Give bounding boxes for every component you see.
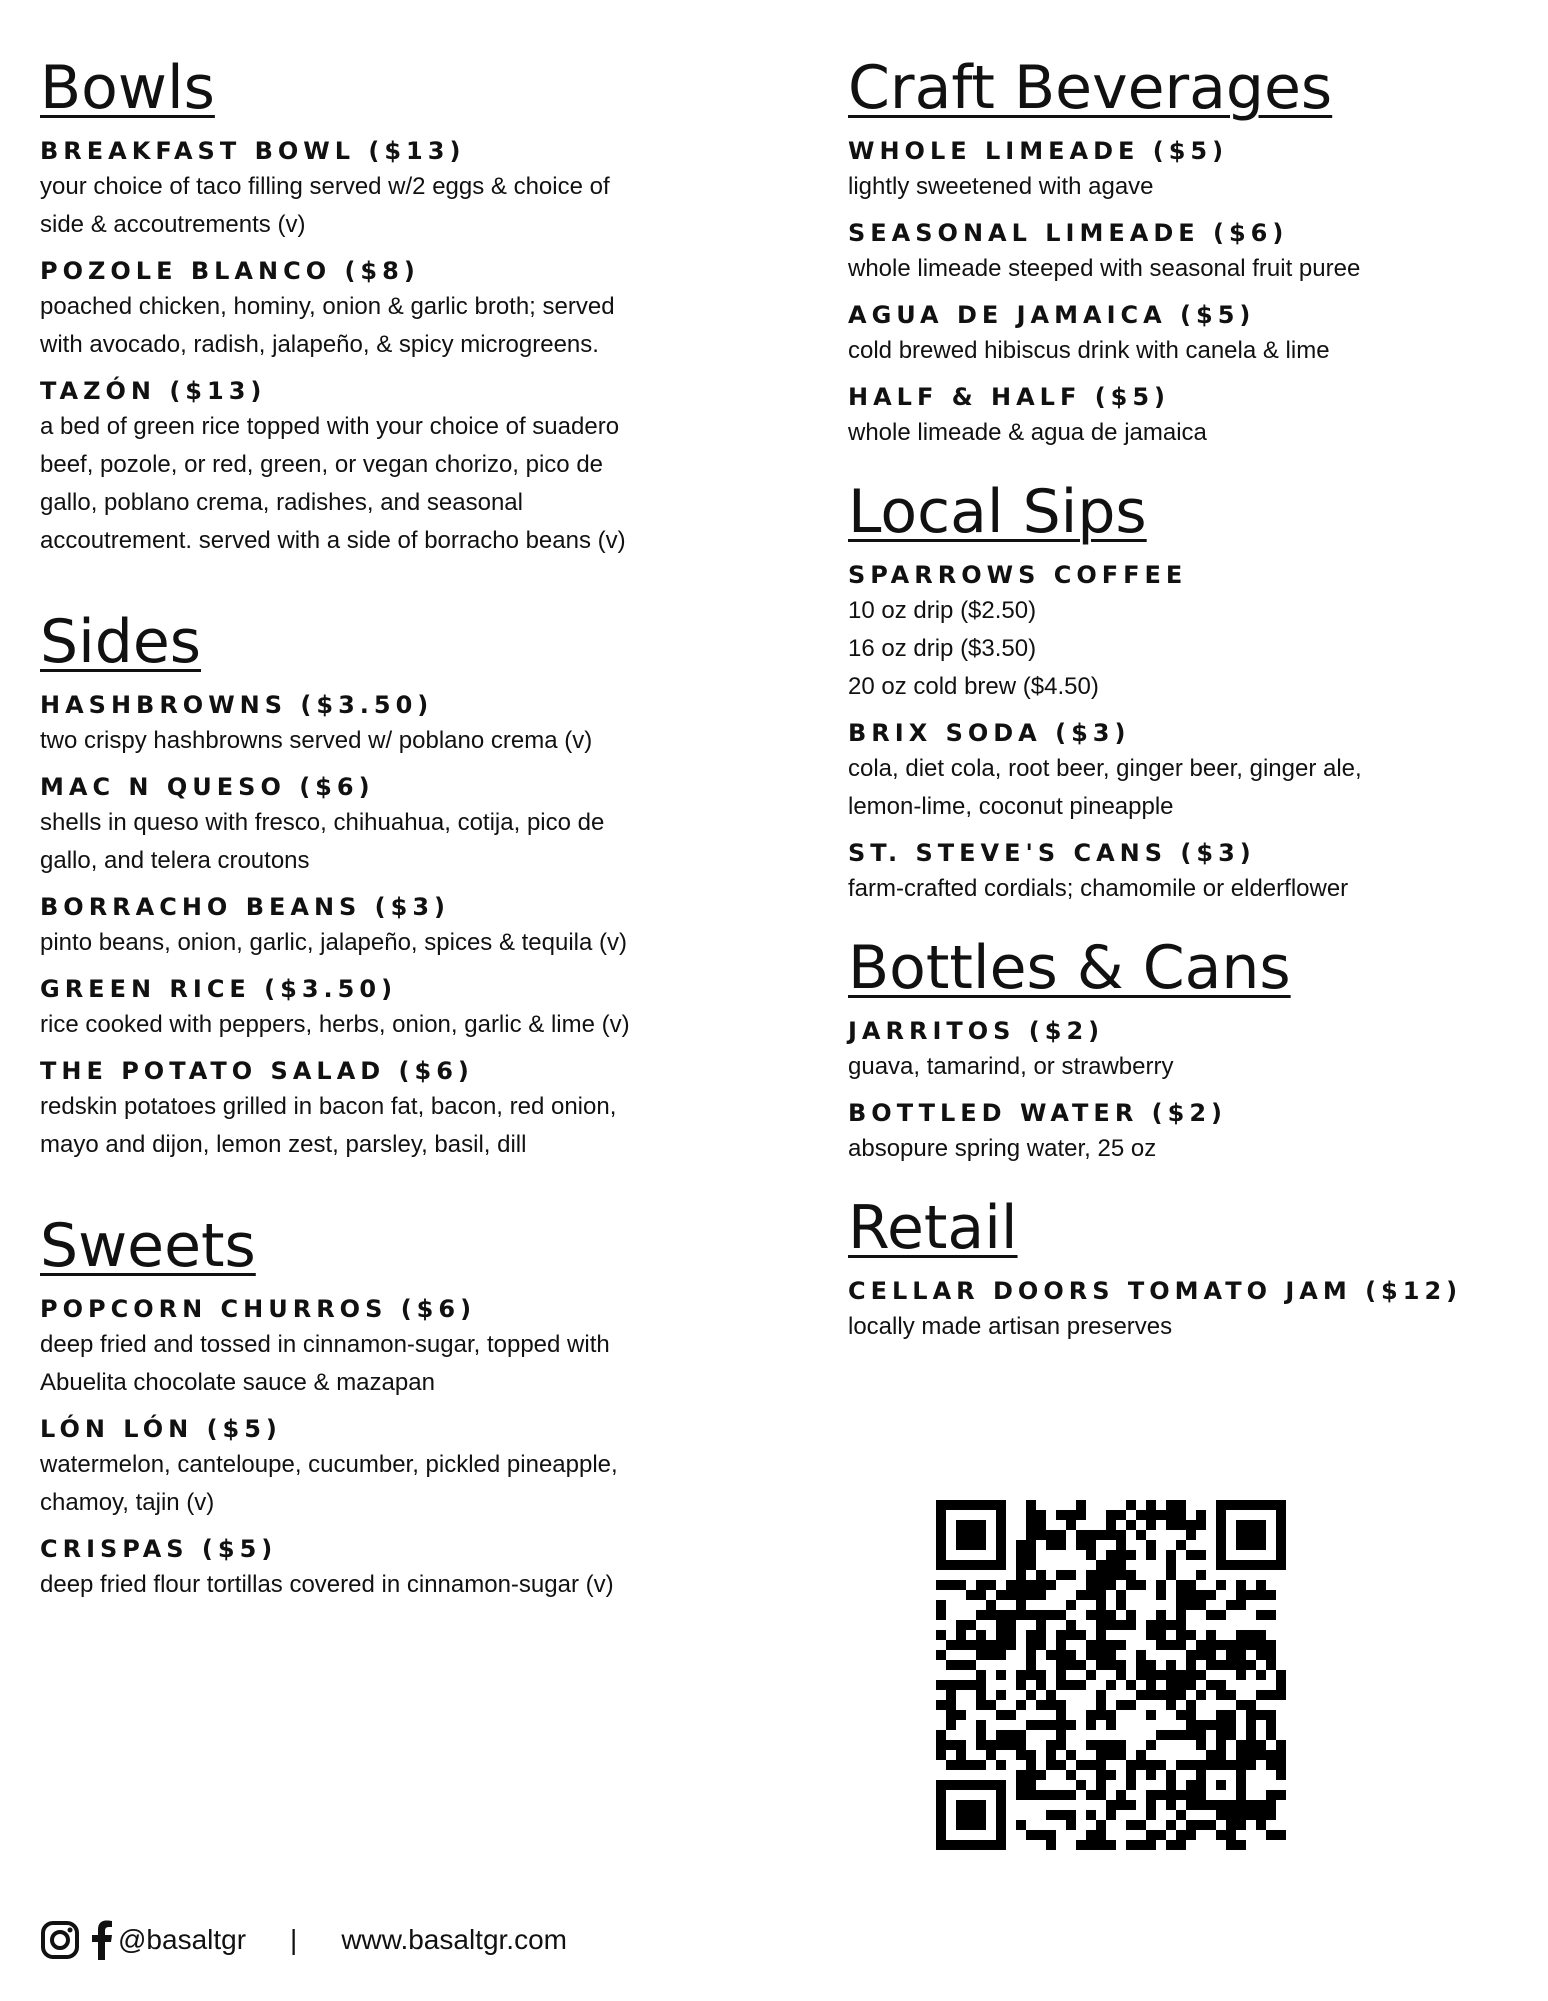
menu-section <box>40 604 730 1164</box>
item-name: BOTTLED WATER ($2) <box>848 1099 1227 1127</box>
item-description: your choice of taco filling served w/2 eggs & choice of <box>40 173 610 200</box>
item-description: cold brewed hibiscus drink with canela & lime <box>848 337 1330 364</box>
menu-item <box>848 1274 1508 1346</box>
item-name: THE POTATO SALAD ($6) <box>40 1057 474 1085</box>
item-description: absopure spring water, 25 oz <box>848 1135 1157 1162</box>
social-handle[interactable]: @basaltgr <box>118 1924 247 1955</box>
item-description: pinto beans, onion, garlic, jalapeño, spices & tequila (v) <box>40 929 628 956</box>
item-name: BRIX SODA ($3) <box>848 719 1131 747</box>
item-name: WHOLE LIMEADE ($5) <box>848 137 1229 165</box>
section-title: Craft Beverages <box>848 53 1333 123</box>
menu-section <box>848 1190 1508 1346</box>
item-name: AGUA DE JAMAICA ($5) <box>848 301 1256 329</box>
item-description: Abuelita chocolate sauce & mazapan <box>40 1369 435 1396</box>
item-description: locally made artisan preserves <box>848 1313 1173 1340</box>
menu-item <box>40 770 730 880</box>
item-name: GREEN RICE ($3.50) <box>40 975 398 1003</box>
item-name: BREAKFAST BOWL ($13) <box>40 137 466 165</box>
item-name: ST. STEVE'S CANS ($3) <box>848 839 1256 867</box>
website-link[interactable]: www.basaltgr.com <box>341 1924 567 1955</box>
item-description: deep fried and tossed in cinnamon-sugar, topped with <box>40 1331 610 1358</box>
item-description: cola, diet cola, root beer, ginger beer, ginger ale, <box>848 755 1362 782</box>
item-description: mayo and dijon, lemon zest, parsley, basil, dill <box>40 1131 527 1158</box>
item-description: rice cooked with peppers, herbs, onion, garlic & lime (v) <box>40 1011 630 1038</box>
item-name: LÓN LÓN ($5) <box>40 1415 282 1443</box>
item-name: TAZÓN ($13) <box>40 377 267 405</box>
item-description: accoutrement. served with a side of borracho beans (v) <box>40 527 626 554</box>
menu-item <box>848 836 1508 908</box>
item-name: POPCORN CHURROS ($6) <box>40 1295 477 1323</box>
menu-section <box>848 930 1508 1168</box>
item-description: gallo, and telera croutons <box>40 847 310 874</box>
item-description: lightly sweetened with agave <box>848 173 1154 200</box>
item-description: deep fried flour tortillas covered in cinnamon-sugar (v) <box>40 1571 614 1598</box>
item-name: HASHBROWNS ($3.50) <box>40 691 434 719</box>
item-name: SPARROWS COFFEE <box>848 561 1188 589</box>
menu-item <box>40 134 730 244</box>
menu-item <box>848 298 1508 370</box>
section-title: Local Sips <box>848 477 1147 547</box>
menu-item <box>848 1096 1508 1168</box>
menu-item <box>848 134 1508 206</box>
item-description: 10 oz drip ($2.50) <box>848 597 1037 624</box>
item-name: CRISPAS ($5) <box>40 1535 278 1563</box>
section-title: Retail <box>848 1193 1018 1263</box>
menu-item <box>40 1292 730 1402</box>
item-name: POZOLE BLANCO ($8) <box>40 257 420 285</box>
footer <box>40 1918 567 1962</box>
menu-section <box>848 474 1508 908</box>
menu-item <box>848 380 1508 452</box>
section-title: Bowls <box>40 53 215 123</box>
menu-item <box>848 216 1508 288</box>
menu-item <box>40 688 730 760</box>
menu-section <box>40 1208 730 1604</box>
item-name: SEASONAL LIMEADE ($6) <box>848 219 1289 247</box>
item-name: MAC N QUESO ($6) <box>40 773 375 801</box>
item-description: beef, pozole, or red, green, or vegan chorizo, pico de <box>40 451 604 478</box>
item-name: JARRITOS ($2) <box>848 1017 1105 1045</box>
menu-item <box>40 1412 730 1522</box>
qr-code <box>936 1500 1286 1850</box>
item-description: whole limeade & agua de jamaica <box>848 419 1207 446</box>
menu-item <box>40 972 730 1044</box>
item-description: 16 oz drip ($3.50) <box>848 635 1037 662</box>
section-title: Sweets <box>40 1211 256 1281</box>
right-column <box>848 50 1508 1368</box>
item-description: redskin potatoes grilled in bacon fat, bacon, red onion, <box>40 1093 617 1120</box>
instagram-icon[interactable] <box>40 1920 80 1960</box>
menu-section <box>40 50 730 560</box>
item-description: watermelon, canteloupe, cucumber, pickled pineapple, <box>40 1451 618 1478</box>
footer-separator: | <box>290 1924 298 1955</box>
menu-item <box>40 254 730 364</box>
item-description: gallo, poblano crema, radishes, and seasonal <box>40 489 523 516</box>
item-name: CELLAR DOORS TOMATO JAM ($12) <box>848 1277 1463 1305</box>
menu-item <box>848 1014 1508 1086</box>
item-description: shells in queso with fresco, chihuahua, cotija, pico de <box>40 809 605 836</box>
menu-item <box>848 558 1508 706</box>
item-description: farm-crafted cordials; chamomile or elderflower <box>848 875 1349 902</box>
menu-item <box>40 1054 730 1164</box>
item-description: a bed of green rice topped with your choice of suadero <box>40 413 620 440</box>
section-title: Bottles & Cans <box>848 933 1291 1003</box>
item-description: poached chicken, hominy, onion & garlic broth; served <box>40 293 615 320</box>
item-description: guava, tamarind, or strawberry <box>848 1053 1174 1080</box>
item-name: HALF & HALF ($5) <box>848 383 1171 411</box>
menu-item <box>848 716 1508 826</box>
menu-item <box>40 890 730 962</box>
item-description: with avocado, radish, jalapeño, & spicy microgreens. <box>40 331 599 358</box>
item-description: 20 oz cold brew ($4.50) <box>848 673 1099 700</box>
item-description: two crispy hashbrowns served w/ poblano crema (v) <box>40 727 593 754</box>
item-description: whole limeade steeped with seasonal fruit puree <box>848 255 1361 282</box>
facebook-icon[interactable] <box>90 1920 114 1960</box>
menu-section <box>848 50 1508 452</box>
item-name: BORRACHO BEANS ($3) <box>40 893 451 921</box>
menu-item <box>40 1532 730 1604</box>
left-column <box>40 50 730 1648</box>
item-description: lemon-lime, coconut pineapple <box>848 793 1174 820</box>
item-description: side & accoutrements (v) <box>40 211 306 238</box>
menu-item <box>40 374 730 560</box>
item-description: chamoy, tajin (v) <box>40 1489 215 1516</box>
section-title: Sides <box>40 607 202 677</box>
